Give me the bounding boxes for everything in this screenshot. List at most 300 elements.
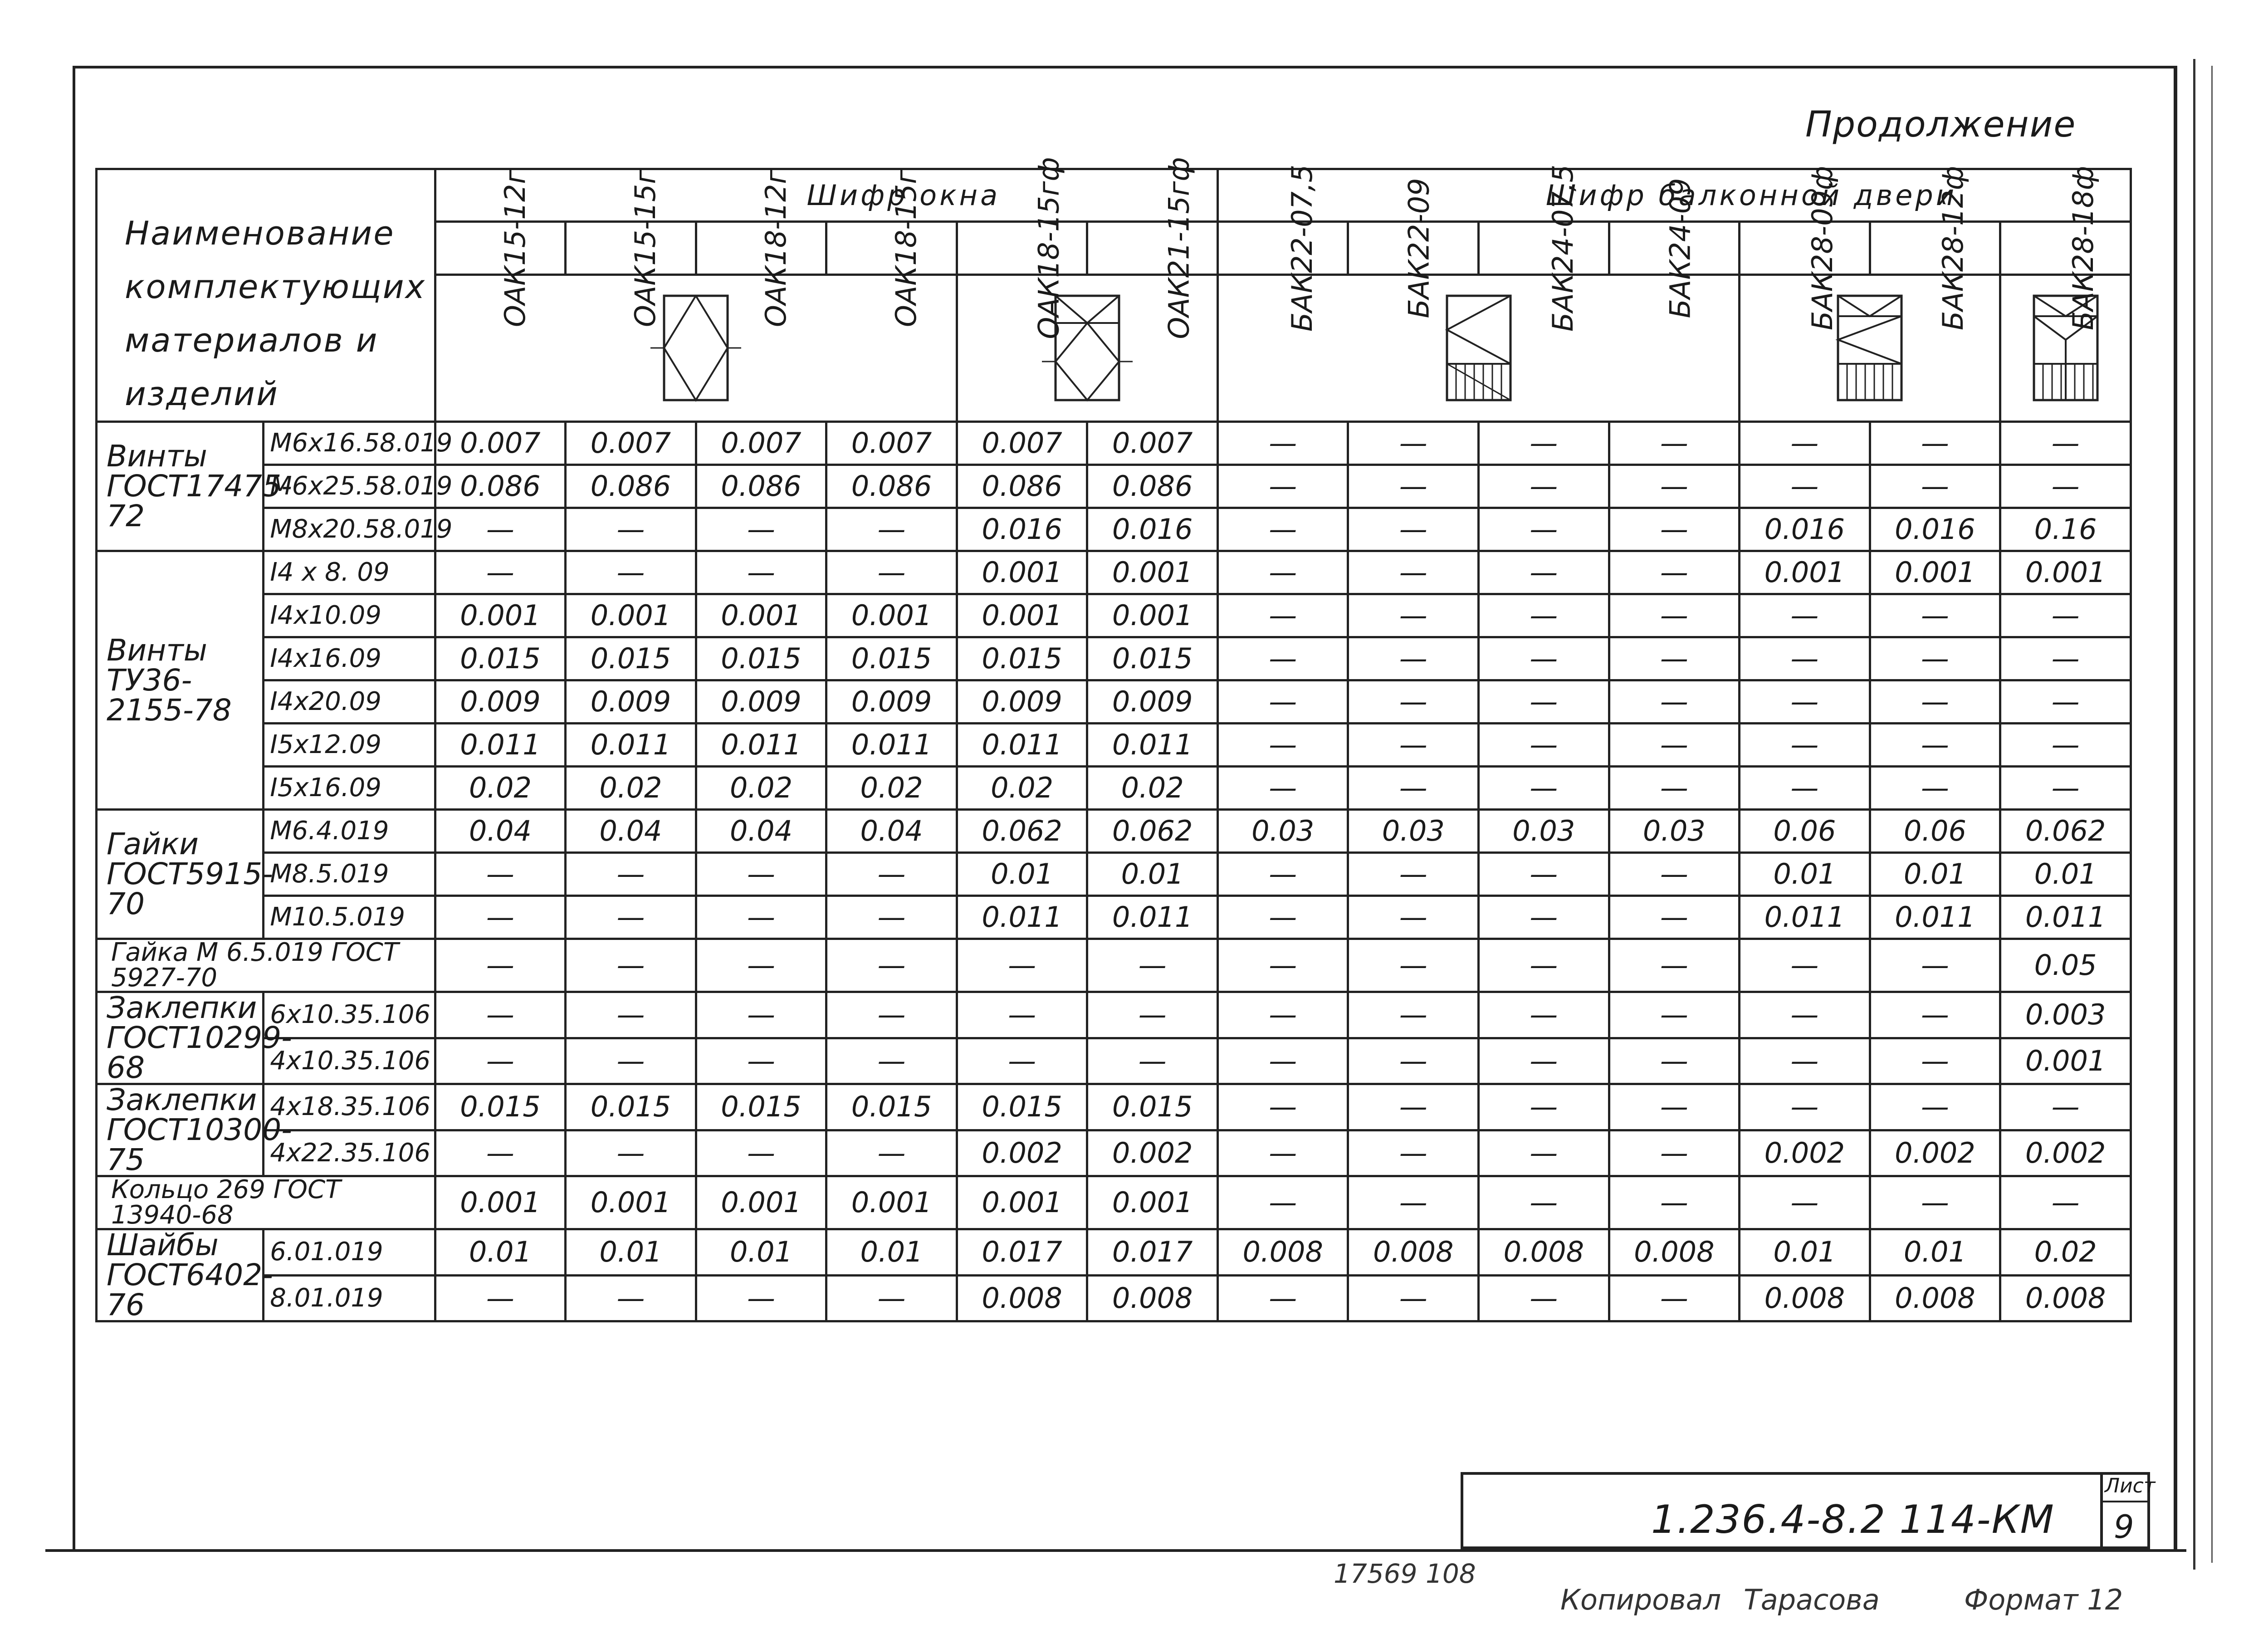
table-row <box>97 551 2131 594</box>
quantity-cell: — <box>1609 508 1740 551</box>
quantity-cell: — <box>826 1038 957 1084</box>
quantity-cell: 0.015 <box>1087 1084 1218 1130</box>
quantity-cell: — <box>1479 1176 1609 1229</box>
code-label: ОАК15-12г <box>498 169 532 327</box>
sheet-format: Формат 12 <box>1964 1583 2123 1616</box>
code-label: ОАК18-12г <box>759 169 792 327</box>
quantity-cell: — <box>1609 1130 1740 1176</box>
quantity-cell: — <box>1348 724 1479 767</box>
quantity-cell: — <box>1217 939 1348 992</box>
quantity-cell: 0.011 <box>826 724 957 767</box>
quantity-cell: — <box>1740 465 1870 508</box>
quantity-cell: — <box>566 551 696 594</box>
quantity-cell: 0.01 <box>1740 1229 1870 1276</box>
quantity-cell: — <box>1217 1084 1348 1130</box>
quantity-cell: — <box>1479 853 1609 896</box>
quantity-cell: — <box>696 896 826 939</box>
archive-number: 17569 108 <box>1334 1558 1476 1589</box>
quantity-cell: — <box>1217 1038 1348 1084</box>
table-row <box>97 508 2131 551</box>
quantity-cell: — <box>566 1275 696 1321</box>
frame-bottom-line <box>45 1549 2186 1552</box>
quantity-cell: 0.015 <box>957 637 1087 680</box>
code-label: БАК28-09ф <box>1806 166 1839 330</box>
quantity-cell: 0.008 <box>1217 1229 1348 1276</box>
quantity-cell: — <box>1609 1176 1740 1229</box>
quantity-cell: 0.03 <box>1479 810 1609 853</box>
copied-by: Копировал Тарасова <box>1560 1583 1880 1616</box>
quantity-cell: — <box>1479 680 1609 724</box>
quantity-cell: 0.062 <box>1087 810 1218 853</box>
quantity-cell: 0.016 <box>1740 508 1870 551</box>
quantity-cell: — <box>1479 1130 1609 1176</box>
document-code: 1.236.4-8.2 114-КМ <box>1651 1497 2055 1542</box>
quantity-cell: — <box>435 853 566 896</box>
quantity-cell: 0.04 <box>566 810 696 853</box>
quantity-cell: 0.015 <box>957 1084 1087 1130</box>
code-header-cell <box>1479 164 1609 332</box>
quantity-cell: — <box>1609 724 1740 767</box>
quantity-cell: — <box>1348 992 1479 1038</box>
quantity-cell: — <box>1348 896 1479 939</box>
quantity-cell: 0.007 <box>826 422 957 465</box>
quantity-cell: — <box>1870 767 2000 810</box>
quantity-cell: 0.008 <box>1609 1229 1740 1276</box>
quantity-cell: 0.06 <box>1740 810 1870 853</box>
quantity-cell: — <box>1870 1084 2000 1130</box>
quantity-cell: 0.001 <box>1870 551 2000 594</box>
table-row <box>97 992 2131 1038</box>
quantity-cell: — <box>826 1275 957 1321</box>
quantity-cell: — <box>1217 422 1348 465</box>
quantity-cell: — <box>435 939 566 992</box>
quantity-cell: 0.01 <box>435 1229 566 1276</box>
quantity-cell: 0.009 <box>696 680 826 724</box>
quantity-cell: — <box>1348 1176 1479 1229</box>
table-row <box>97 637 2131 680</box>
quantity-cell: 0.011 <box>1087 896 1218 939</box>
quantity-cell: 0.009 <box>435 680 566 724</box>
quantity-cell: 0.015 <box>696 1084 826 1130</box>
quantity-cell: — <box>696 508 826 551</box>
code-header-cell <box>1870 166 2000 330</box>
quantity-cell: — <box>1870 680 2000 724</box>
quantity-cell: 0.02 <box>957 767 1087 810</box>
quantity-cell: 0.086 <box>1087 465 1218 508</box>
quantity-cell: 0.007 <box>566 422 696 465</box>
quantity-cell: — <box>696 939 826 992</box>
code-header-cell <box>696 169 826 327</box>
item-group-name: Заклепки ГОСТ10299-68 <box>97 992 264 1084</box>
quantity-cell: 0.009 <box>826 680 957 724</box>
item-group-name: Заклепки ГОСТ10300-75 <box>97 1084 264 1176</box>
quantity-cell: — <box>1740 680 1870 724</box>
quantity-cell: 0.03 <box>1609 810 1740 853</box>
quantity-cell: 0.008 <box>1348 1229 1479 1276</box>
quantity-cell: — <box>1870 637 2000 680</box>
quantity-cell: — <box>2000 1084 2131 1130</box>
components-table <box>95 157 2132 1322</box>
quantity-cell: 0.086 <box>696 465 826 508</box>
quantity-cell: — <box>826 992 957 1038</box>
quantity-cell: — <box>1479 896 1609 939</box>
quantity-cell: — <box>2000 422 2131 465</box>
table-row <box>97 853 2131 896</box>
quantity-cell: — <box>1740 767 1870 810</box>
item-size: 4х18.35.106 <box>264 1084 435 1130</box>
quantity-cell: — <box>1217 551 1348 594</box>
quantity-cell: 0.009 <box>957 680 1087 724</box>
code-header-cell <box>1740 166 1870 330</box>
quantity-cell: — <box>826 853 957 896</box>
quantity-cell: — <box>2000 767 2131 810</box>
quantity-cell: — <box>2000 465 2131 508</box>
quantity-cell: 0.002 <box>1870 1130 2000 1176</box>
quantity-cell: 0.001 <box>1087 594 1218 637</box>
quantity-cell: — <box>1740 992 1870 1038</box>
table-row <box>97 594 2131 637</box>
quantity-cell: 0.015 <box>826 1084 957 1130</box>
quantity-cell: 0.01 <box>1870 853 2000 896</box>
quantity-cell: 0.086 <box>435 465 566 508</box>
quantity-cell: 0.02 <box>696 767 826 810</box>
quantity-cell: — <box>1348 1038 1479 1084</box>
quantity-cell: 0.008 <box>1479 1229 1609 1276</box>
quantity-cell: 0.002 <box>957 1130 1087 1176</box>
quantity-cell: 0.04 <box>826 810 957 853</box>
quantity-cell: 0.086 <box>957 465 1087 508</box>
quantity-cell: — <box>1348 767 1479 810</box>
table-row <box>97 1084 2131 1130</box>
quantity-cell: 0.011 <box>1740 896 1870 939</box>
quantity-cell: — <box>1870 422 2000 465</box>
quantity-cell: — <box>696 853 826 896</box>
quantity-cell: 0.02 <box>2000 1229 2131 1276</box>
quantity-cell: 0.001 <box>826 1176 957 1229</box>
quantity-cell: — <box>1348 1084 1479 1130</box>
item-size: 4х10.35.106 <box>264 1038 435 1084</box>
door-f-symbol-icon <box>1829 289 1911 407</box>
item-size: М6х16.58.019 <box>264 422 435 465</box>
quantity-cell: 0.03 <box>1348 810 1479 853</box>
quantity-cell: — <box>435 1275 566 1321</box>
quantity-cell: 0.015 <box>826 637 957 680</box>
quantity-cell: — <box>1870 992 2000 1038</box>
item-group-name: Винты ТУ36-2155-78 <box>97 551 264 810</box>
quantity-cell: — <box>1348 939 1479 992</box>
quantity-cell: — <box>1479 992 1609 1038</box>
quantity-cell: — <box>435 896 566 939</box>
quantity-cell: 0.002 <box>1087 1130 1218 1176</box>
quantity-cell: 0.011 <box>1087 724 1218 767</box>
quantity-cell: 0.001 <box>696 594 826 637</box>
quantity-cell: — <box>1087 939 1218 992</box>
code-header-cell <box>957 157 1087 339</box>
quantity-cell: — <box>1609 551 1740 594</box>
quantity-cell: — <box>1087 992 1218 1038</box>
code-label: ОАК15-15г <box>629 169 662 327</box>
quantity-cell: — <box>696 551 826 594</box>
table-row <box>97 939 2131 992</box>
door-symbol-icon <box>1438 289 1520 407</box>
quantity-cell: 0.001 <box>957 1176 1087 1229</box>
quantity-cell: — <box>566 1130 696 1176</box>
quantity-cell: 0.001 <box>826 594 957 637</box>
quantity-cell: 0.01 <box>826 1229 957 1276</box>
quantity-cell: 0.001 <box>696 1176 826 1229</box>
quantity-cell: 0.06 <box>1870 810 2000 853</box>
item-size: 8.01.019 <box>264 1275 435 1321</box>
quantity-cell: — <box>566 1038 696 1084</box>
item-size: I4x20.09 <box>264 680 435 724</box>
quantity-cell: — <box>1479 1275 1609 1321</box>
quantity-cell: — <box>957 939 1087 992</box>
quantity-cell: 0.008 <box>1870 1275 2000 1321</box>
quantity-cell: 0.01 <box>2000 853 2131 896</box>
quantity-cell: — <box>957 1038 1087 1084</box>
quantity-cell: 0.017 <box>1087 1229 1218 1276</box>
quantity-cell: — <box>1348 1275 1479 1321</box>
quantity-cell: — <box>1609 422 1740 465</box>
quantity-cell: — <box>696 1038 826 1084</box>
quantity-cell: — <box>435 1130 566 1176</box>
quantity-cell: 0.011 <box>2000 896 2131 939</box>
quantity-cell: — <box>435 551 566 594</box>
quantity-cell: — <box>1479 465 1609 508</box>
quantity-cell: 0.011 <box>566 724 696 767</box>
quantity-cell: 0.086 <box>826 465 957 508</box>
quantity-cell: — <box>1217 767 1348 810</box>
binding-line-2 <box>2211 66 2213 1563</box>
quantity-cell: 0.011 <box>957 724 1087 767</box>
quantity-cell: — <box>1609 896 1740 939</box>
sheet-number: 9 <box>2114 1508 2134 1546</box>
quantity-cell: 0.01 <box>1740 853 1870 896</box>
quantity-cell: — <box>1348 853 1479 896</box>
quantity-cell: — <box>1479 422 1609 465</box>
item-name: Гайка М 6.5.019 ГОСТ 5927-70 <box>97 939 435 992</box>
quantity-cell: — <box>1217 1130 1348 1176</box>
quantity-cell: 0.01 <box>696 1229 826 1276</box>
quantity-cell: 0.02 <box>566 767 696 810</box>
quantity-cell: — <box>1348 1130 1479 1176</box>
quantity-cell: — <box>2000 680 2131 724</box>
code-label: БАК24-07,5 <box>1546 164 1580 332</box>
quantity-cell: — <box>1217 1176 1348 1229</box>
quantity-cell: 0.001 <box>957 551 1087 594</box>
quantity-cell: — <box>1870 1038 2000 1084</box>
quantity-cell: — <box>1217 594 1348 637</box>
quantity-cell: — <box>826 551 957 594</box>
quantity-cell: 0.001 <box>1087 551 1218 594</box>
quantity-cell: — <box>1609 853 1740 896</box>
item-size: I5x12.09 <box>264 724 435 767</box>
quantity-cell: — <box>1479 508 1609 551</box>
quantity-cell: 0.001 <box>566 1176 696 1229</box>
quantity-cell: — <box>1087 1038 1218 1084</box>
code-label: ОАК21-15гф <box>1162 157 1196 339</box>
window-code-group: Шифр окна <box>435 169 1217 222</box>
quantity-cell: — <box>1217 508 1348 551</box>
binding-line <box>2193 59 2195 1570</box>
quantity-cell: 0.017 <box>957 1229 1087 1276</box>
sheet-label: Лист <box>2105 1474 2156 1497</box>
quantity-cell: — <box>1348 422 1479 465</box>
item-size: I4x16.09 <box>264 637 435 680</box>
quantity-cell: — <box>1348 508 1479 551</box>
quantity-cell: 0.001 <box>435 1176 566 1229</box>
code-label: БАК28-18ф <box>2067 166 2100 330</box>
quantity-cell: 0.01 <box>1870 1229 2000 1276</box>
quantity-cell: — <box>1870 724 2000 767</box>
quantity-cell: 0.015 <box>566 637 696 680</box>
quantity-cell: — <box>1740 1176 1870 1229</box>
quantity-cell: 0.015 <box>566 1084 696 1130</box>
code-header-cell <box>1217 164 1348 332</box>
quantity-cell: — <box>435 508 566 551</box>
quantity-cell: — <box>1740 939 1870 992</box>
quantity-cell: — <box>1740 1084 1870 1130</box>
quantity-cell: 0.008 <box>2000 1275 2131 1321</box>
quantity-cell: — <box>1348 551 1479 594</box>
quantity-cell: 0.011 <box>957 896 1087 939</box>
quantity-cell: — <box>1609 680 1740 724</box>
quantity-cell: — <box>566 508 696 551</box>
quantity-cell: — <box>826 1130 957 1176</box>
code-header-cell <box>2000 166 2131 330</box>
item-group-name: Винты ГОСТ17475-72 <box>97 422 264 551</box>
quantity-cell: — <box>1348 637 1479 680</box>
quantity-cell: 0.008 <box>957 1275 1087 1321</box>
quantity-cell: — <box>1217 1275 1348 1321</box>
item-size: М8.5.019 <box>264 853 435 896</box>
quantity-cell: — <box>1479 1038 1609 1084</box>
quantity-cell: 0.003 <box>2000 992 2131 1038</box>
item-name: Кольцо 269 ГОСТ 13940-68 <box>97 1176 435 1229</box>
quantity-cell: — <box>566 992 696 1038</box>
quantity-cell: — <box>696 1130 826 1176</box>
quantity-cell: 0.016 <box>1870 508 2000 551</box>
quantity-cell: 0.02 <box>1087 767 1218 810</box>
item-group-name: Шайбы ГОСТ6402-76 <box>97 1229 264 1321</box>
quantity-cell: 0.011 <box>696 724 826 767</box>
quantity-cell: 0.015 <box>696 637 826 680</box>
quantity-cell: 0.008 <box>1740 1275 1870 1321</box>
quantity-cell: — <box>1609 1275 1740 1321</box>
quantity-cell: — <box>1479 637 1609 680</box>
quantity-cell: 0.001 <box>435 594 566 637</box>
quantity-cell: — <box>1479 767 1609 810</box>
continuation-label: Продолжение <box>1805 104 2077 145</box>
table-row <box>97 1038 2131 1084</box>
quantity-cell: — <box>1740 422 1870 465</box>
quantity-cell: — <box>1870 1176 2000 1229</box>
quantity-cell: 0.03 <box>1217 810 1348 853</box>
code-header-cell <box>1609 178 1740 318</box>
item-size: I5x16.09 <box>264 767 435 810</box>
quantity-cell: — <box>826 896 957 939</box>
quantity-cell: — <box>1740 1038 1870 1084</box>
quantity-cell: — <box>1479 1084 1609 1130</box>
quantity-cell: — <box>1870 594 2000 637</box>
table-row <box>97 1229 2131 1276</box>
quantity-cell: 0.062 <box>957 810 1087 853</box>
quantity-cell: — <box>1217 896 1348 939</box>
table-row <box>97 1275 2131 1321</box>
quantity-cell: — <box>1609 1084 1740 1130</box>
quantity-cell: — <box>1740 594 1870 637</box>
quantity-cell: 0.02 <box>435 767 566 810</box>
code-header-cell <box>1087 157 1218 339</box>
quantity-cell: — <box>1609 465 1740 508</box>
quantity-cell: 0.04 <box>435 810 566 853</box>
quantity-cell: — <box>2000 594 2131 637</box>
table-row <box>97 1176 2131 1229</box>
quantity-cell: — <box>696 1275 826 1321</box>
quantity-cell: — <box>1479 551 1609 594</box>
quantity-cell: 0.02 <box>826 767 957 810</box>
quantity-cell: 0.001 <box>2000 551 2131 594</box>
table-row <box>97 422 2131 465</box>
quantity-cell: — <box>435 992 566 1038</box>
quantity-cell: — <box>1609 767 1740 810</box>
quantity-cell: 0.009 <box>566 680 696 724</box>
sheet-divider <box>2100 1501 2150 1502</box>
quantity-cell: 0.001 <box>2000 1038 2131 1084</box>
item-size: 6.01.019 <box>264 1229 435 1276</box>
quantity-cell: 0.05 <box>2000 939 2131 992</box>
table-row <box>97 1130 2131 1176</box>
code-header-cell <box>435 169 566 327</box>
quantity-cell: — <box>435 1038 566 1084</box>
quantity-cell: — <box>1217 637 1348 680</box>
quantity-cell: — <box>1740 637 1870 680</box>
quantity-cell: — <box>1348 680 1479 724</box>
quantity-cell: 0.16 <box>2000 508 2131 551</box>
quantity-cell: — <box>826 939 957 992</box>
table-row <box>97 680 2131 724</box>
quantity-cell: — <box>2000 637 2131 680</box>
code-label: БАК24-09 <box>1663 178 1697 318</box>
code-label: ОАК18-15г <box>890 169 923 327</box>
quantity-cell: 0.002 <box>1740 1130 1870 1176</box>
code-label: БАК28-12ф <box>1936 166 1970 330</box>
quantity-cell: 0.001 <box>1087 1176 1218 1229</box>
door-18f-symbol-cell <box>2000 274 2131 421</box>
quantity-cell: — <box>1740 724 1870 767</box>
code-label: ОАК18-15гф <box>1032 157 1066 339</box>
quantity-cell: — <box>1479 724 1609 767</box>
quantity-cell: — <box>1217 992 1348 1038</box>
quantity-cell: 0.016 <box>957 508 1087 551</box>
quantity-cell: — <box>826 508 957 551</box>
quantity-cell: — <box>1217 680 1348 724</box>
quantity-cell: 0.007 <box>1087 422 1218 465</box>
name-column-header: Наименование комплектующих материалов и изделий <box>97 169 435 422</box>
item-size: I4 x 8. 09 <box>264 551 435 594</box>
quantity-cell: 0.009 <box>1087 680 1218 724</box>
quantity-cell: 0.062 <box>2000 810 2131 853</box>
item-size: I4x10.09 <box>264 594 435 637</box>
code-header-cell <box>1348 178 1479 318</box>
table-row <box>97 810 2131 853</box>
item-size: М10.5.019 <box>264 896 435 939</box>
quantity-cell: — <box>1217 465 1348 508</box>
quantity-cell: 0.007 <box>435 422 566 465</box>
quantity-cell: — <box>2000 1176 2131 1229</box>
quantity-cell: 0.04 <box>696 810 826 853</box>
quantity-cell: 0.01 <box>1087 853 1218 896</box>
